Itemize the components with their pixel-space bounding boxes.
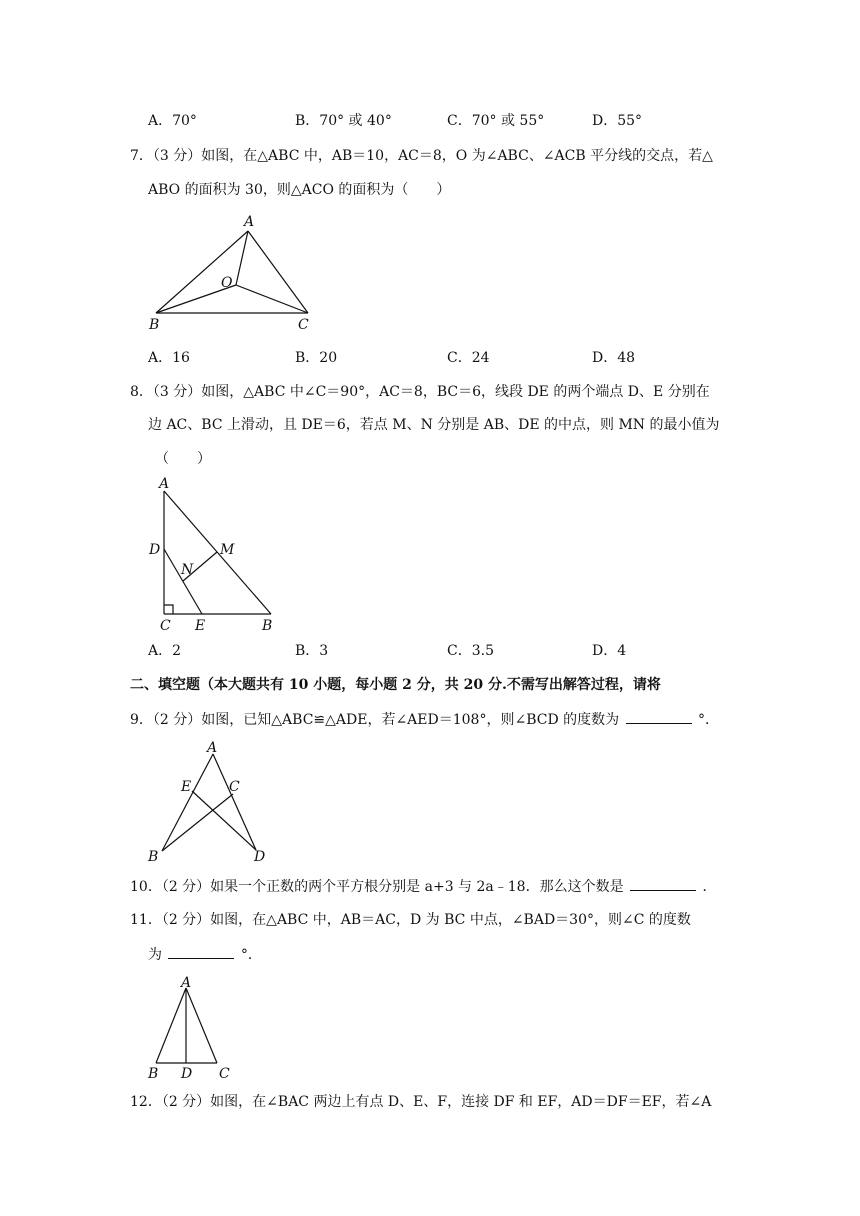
q8-text-line3: （ ） [155, 451, 211, 467]
q7-option-a: A．16 [148, 350, 190, 366]
q7-label-o: O [221, 275, 233, 291]
q11-label-a: A [181, 975, 192, 991]
q9-label-b: B [148, 849, 159, 865]
q8-label-e: E [195, 618, 206, 634]
q9-text-after: °． [698, 712, 720, 728]
q12-text-line1: 12．（2 分）如图，在∠BAC 两边上有点 D、E、F，连接 DF 和 EF，AD＝DF＝EF，若∠A [130, 1094, 712, 1110]
q8-text-line2: 边 AC、BC 上滑动，且 DE＝6，若点 M、N 分别是 AB、DE 的中点，则 MN 的最小值为 [148, 417, 720, 433]
q7-label-a: A [244, 214, 255, 230]
q8-label-c: C [160, 618, 171, 634]
q9-label-e: E [181, 779, 192, 795]
q8-label-n: N [181, 562, 194, 578]
q8-option-a: A．2 [148, 643, 182, 659]
q11-text-after: °． [240, 947, 262, 963]
q9-text [130, 709, 719, 730]
q7-triangle-figure [140, 212, 320, 334]
q11-text-before: 为 [148, 947, 162, 963]
q6-option-d: D．55° [592, 113, 643, 129]
q7-option-d: D．48 [592, 350, 636, 366]
q8-option-d: D．4 [592, 643, 627, 659]
q11-isosceles-figure [140, 972, 240, 1084]
q11-answer-blank[interactable] [168, 944, 234, 959]
q8-right-triangle-figure [140, 474, 290, 636]
q9-label-c: C [229, 779, 240, 795]
q9-answer-blank[interactable] [626, 709, 692, 724]
q10-text [130, 876, 716, 897]
q8-option-b: B．3 [295, 643, 329, 659]
q8-label-m: M [220, 542, 235, 558]
q10-text-after: ． [702, 879, 717, 895]
q6-option-c: C．70° 或 55° [447, 113, 545, 129]
q11-text-line1: 11．（2 分）如图，在△ABC 中，AB＝AC，D 为 BC 中点，∠BAD＝30°，则∠C 的度数 [130, 912, 691, 928]
q11-label-b: B [148, 1066, 159, 1082]
q6-option-a: A．70° [148, 113, 197, 129]
q6-option-b: B．70° 或 40° [295, 113, 392, 129]
q8-label-a: A [159, 476, 170, 492]
q9-label-d: D [254, 849, 266, 865]
q11-text-line2 [148, 944, 262, 965]
q8-text-line1: 8．（3 分）如图，△ABC 中∠C＝90°，AC＝8，BC＝6，线段 DE 的两个端点 D、E 分别在 [130, 384, 710, 400]
q8-label-d: D [149, 542, 161, 558]
q7-label-b: B [149, 317, 160, 333]
q7-text-line1: 7．（3 分）如图，在△ABC 中，AB＝10，AC＝8，O 为∠ABC、∠ACB 平分线的交点，若△ [130, 148, 713, 164]
q7-option-c: C．24 [447, 350, 490, 366]
q11-label-d: D [181, 1066, 193, 1082]
q8-label-b: B [262, 618, 273, 634]
q9-label-a: A [207, 740, 218, 756]
q7-label-c: C [298, 317, 309, 333]
section-2-heading: 二、填空题（本大题共有 10 小题，每小题 2 分，共 20 分.不需写出解答过程，请将 [130, 677, 661, 693]
q9-text-before: 9．（2 分）如图，已知△ABC≌△ADE，若∠AED＝108°，则∠BCD 的度数为 [130, 712, 620, 728]
q9-figure [140, 736, 280, 866]
q10-answer-blank[interactable] [630, 876, 696, 891]
q7-option-b: B．20 [295, 350, 338, 366]
q10-text-before: 10．（2 分）如果一个正数的两个平方根分别是 a+3 与 2a﹣18．那么这个数是 [130, 879, 624, 895]
q7-text-line2: ABO 的面积为 30，则△ACO 的面积为（ ） [148, 182, 451, 198]
q8-option-c: C．3.5 [447, 643, 494, 659]
q11-label-c: C [219, 1066, 230, 1082]
